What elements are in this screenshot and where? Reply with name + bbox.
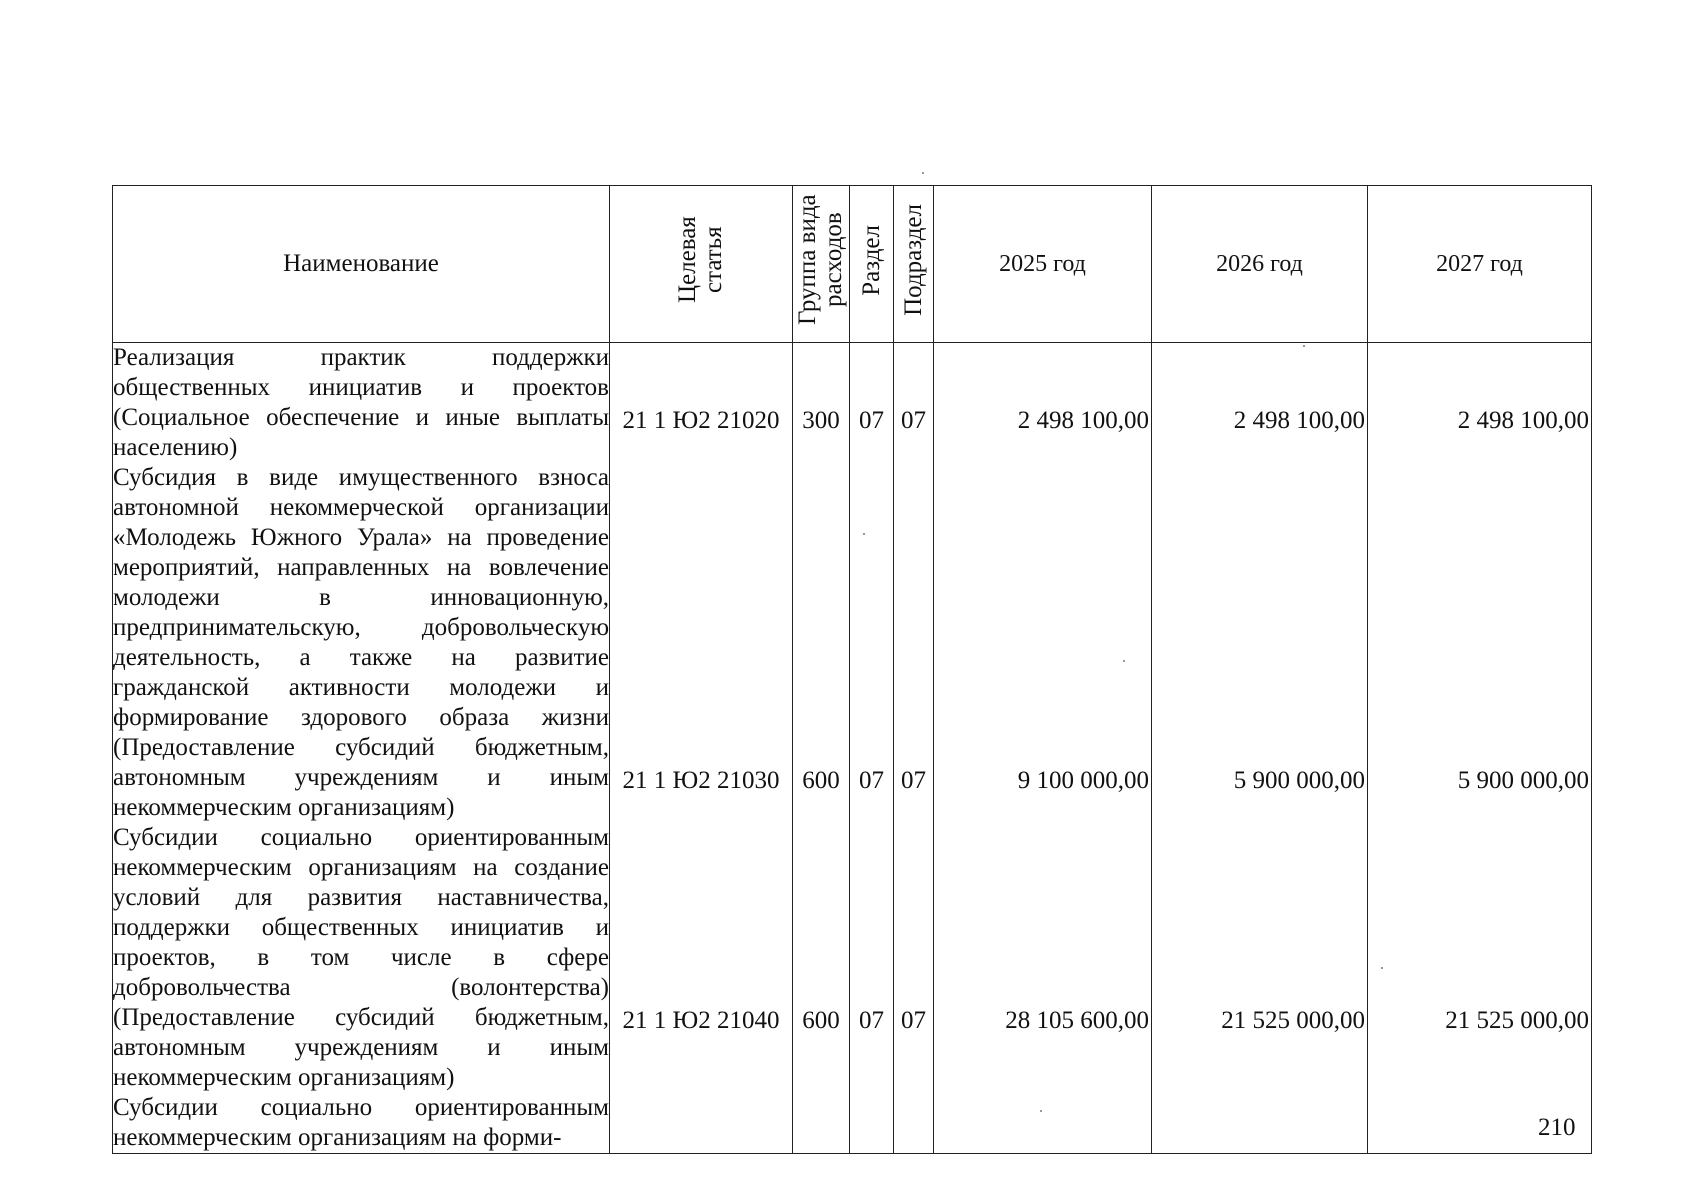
row-1-exp-group: 300 — [802, 407, 840, 434]
header-2026: 2026 год — [1152, 186, 1368, 343]
row-3-2025: 28 105 600,00 — [1005, 1007, 1149, 1034]
scan-speck — [1040, 1110, 1042, 1112]
row-3-exp-group: 600 — [802, 1007, 840, 1034]
scan-speck — [1123, 660, 1125, 662]
row-2-2026: 5 900 000,00 — [1233, 767, 1365, 794]
row-2-2025: 9 100 000,00 — [1017, 767, 1149, 794]
row-1-2027: 2 498 100,00 — [1457, 407, 1589, 434]
row-1-subsection: 07 — [901, 407, 926, 434]
subsection-cell — [894, 343, 934, 1154]
row-1-target: 21 1 Ю2 21020 — [622, 407, 780, 434]
scan-speck — [1381, 967, 1383, 969]
target-cell — [610, 343, 793, 1154]
row-3-2026: 21 525 000,00 — [1221, 1007, 1365, 1034]
row-3-subsection: 07 — [901, 1007, 926, 1034]
row-1-section: 07 — [859, 407, 884, 434]
amount-2026-cell — [1152, 343, 1368, 1154]
row-3-name: Субсидии социально ориентированным некоммерческим организациям на создание условий для развития наставничества, поддержки общественных инициатив и проектов, в том числе в сфере добровольчества (волонтерства) (Предоставление субсидий бюджетным, автономным учреждениям и иным некоммерческим организациям) — [113, 824, 609, 1091]
row-2-exp-group: 600 — [802, 767, 840, 794]
row-2-2027: 5 900 000,00 — [1457, 767, 1589, 794]
header-section: Раздел — [850, 186, 894, 343]
budget-table — [112, 185, 1592, 1154]
header-exp-group: Группа вида расходов — [793, 186, 850, 343]
scan-speck — [863, 533, 865, 535]
page-number: 210 — [1538, 1114, 1576, 1141]
row-3-target: 21 1 Ю2 21040 — [622, 1007, 780, 1034]
row-2-subsection: 07 — [901, 767, 926, 794]
row-2-name: Субсидия в виде имущественного взноса автономной некоммерческой организации «Молодежь Южного Урала» на проведение мероприятий, направленных на вовлечение молодежи в инновационную, предпринимательскую, добровольческую деятельность, а также на развитие гражданской активности молодежи и формирование здорового образа жизни (Предоставление субсидий бюджетным, автономным учреждениям и иным некоммерческим организациям) — [113, 464, 609, 821]
row-1-2026: 2 498 100,00 — [1233, 407, 1365, 434]
section-cell — [850, 343, 894, 1154]
header-target: Целевая статья — [610, 186, 793, 343]
row-2-section: 07 — [859, 767, 884, 794]
row-1-2025: 2 498 100,00 — [1017, 407, 1149, 434]
header-name: Наименование — [113, 186, 610, 343]
row-4-name: Субсидии социально ориентированным некоммерческим организациям на форми- — [113, 1094, 609, 1151]
names-cell — [113, 343, 610, 1154]
table-body-row — [113, 343, 1592, 1154]
amount-2027-cell — [1368, 343, 1592, 1154]
exp-group-cell — [793, 343, 850, 1154]
row-1-name: Реализация практик поддержки общественных инициатив и проектов (Социальное обеспечение и иные выплаты населению) — [113, 344, 609, 461]
header-2027: 2027 год — [1368, 186, 1592, 343]
scan-speck — [1303, 345, 1305, 347]
amount-2025-cell — [934, 343, 1152, 1154]
scan-speck — [922, 172, 924, 174]
row-3-2027: 21 525 000,00 — [1445, 1007, 1589, 1034]
header-2025: 2025 год — [934, 186, 1152, 343]
row-3-section: 07 — [859, 1007, 884, 1034]
row-2-target: 21 1 Ю2 21030 — [622, 767, 780, 794]
table-header-row — [113, 186, 1592, 343]
header-subsection: Подраздел — [894, 186, 934, 343]
